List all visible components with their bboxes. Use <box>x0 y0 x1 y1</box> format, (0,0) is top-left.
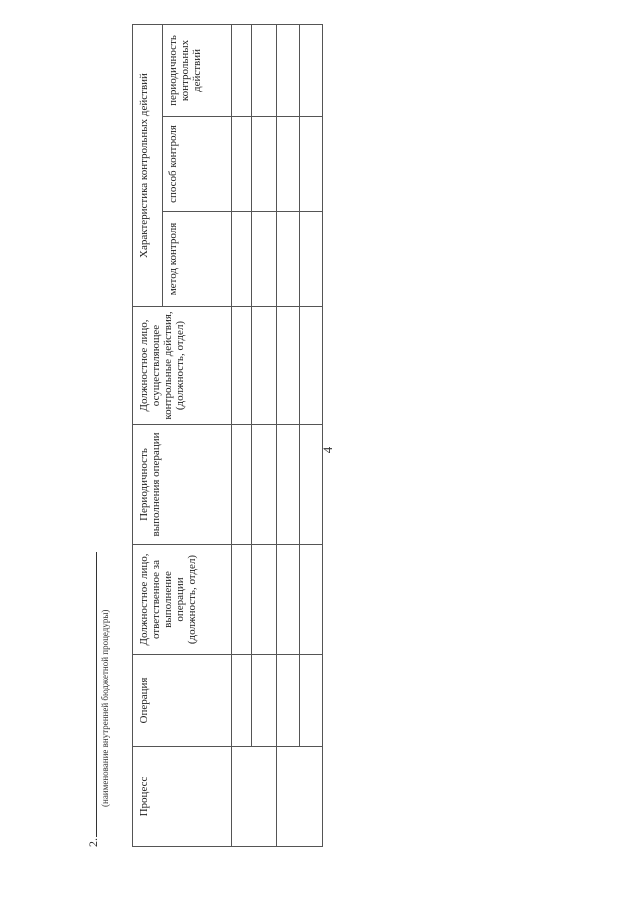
table-cell <box>277 307 300 425</box>
table-cell <box>232 545 252 655</box>
table-row <box>232 25 252 847</box>
table-cell <box>252 117 277 212</box>
table-cell <box>232 117 252 212</box>
table-cell <box>277 212 300 307</box>
table-row <box>252 25 277 847</box>
table-cell <box>252 25 277 117</box>
table-cell <box>252 212 277 307</box>
table-cell <box>232 655 252 747</box>
table-cell <box>300 25 323 117</box>
table-cell <box>252 425 277 545</box>
header-method: метод контроля <box>163 212 232 307</box>
item-number: 2. <box>86 838 100 847</box>
rotated-page-content <box>86 22 342 847</box>
table-row <box>277 25 300 847</box>
table-cell <box>277 747 323 847</box>
header-operation: Операция <box>133 655 232 747</box>
table-cell <box>277 655 300 747</box>
table-cell <box>300 425 323 545</box>
table-cell <box>232 747 277 847</box>
table-cell <box>277 425 300 545</box>
header-responsible: Должностное лицо, ответственное за выполнение операции (должность, отдел) <box>133 545 232 655</box>
table-cell <box>232 25 252 117</box>
table-cell <box>300 545 323 655</box>
procedure-name-caption: (наименование внутренней бюджетной процедуры) <box>100 609 110 807</box>
table-cell <box>252 655 277 747</box>
table-cell <box>277 25 300 117</box>
table-cell <box>277 117 300 212</box>
table-row <box>300 25 323 847</box>
table-cell <box>232 212 252 307</box>
table-cell <box>252 545 277 655</box>
table-cell <box>300 117 323 212</box>
header-control-periodicity: периодичность контрольных действий <box>163 25 232 117</box>
header-controller: Должностное лицо, осуществляющее контрольные действия, (должность, отдел) <box>133 307 232 425</box>
table-cell <box>232 425 252 545</box>
table-cell <box>300 212 323 307</box>
control-table <box>132 24 323 847</box>
table-cell <box>300 307 323 425</box>
page-number: 4 <box>320 446 335 454</box>
table-cell <box>300 655 323 747</box>
table-cell <box>277 545 300 655</box>
header-mode: способ контроля <box>163 117 232 212</box>
header-control-group: Характеристика контрольных действий <box>133 25 163 307</box>
procedure-name-line <box>96 552 97 837</box>
header-periodicity: Периодичность выполнения операции <box>133 425 232 545</box>
header-process: Процесс <box>133 747 232 847</box>
table-cell <box>252 307 277 425</box>
table-cell <box>232 307 252 425</box>
